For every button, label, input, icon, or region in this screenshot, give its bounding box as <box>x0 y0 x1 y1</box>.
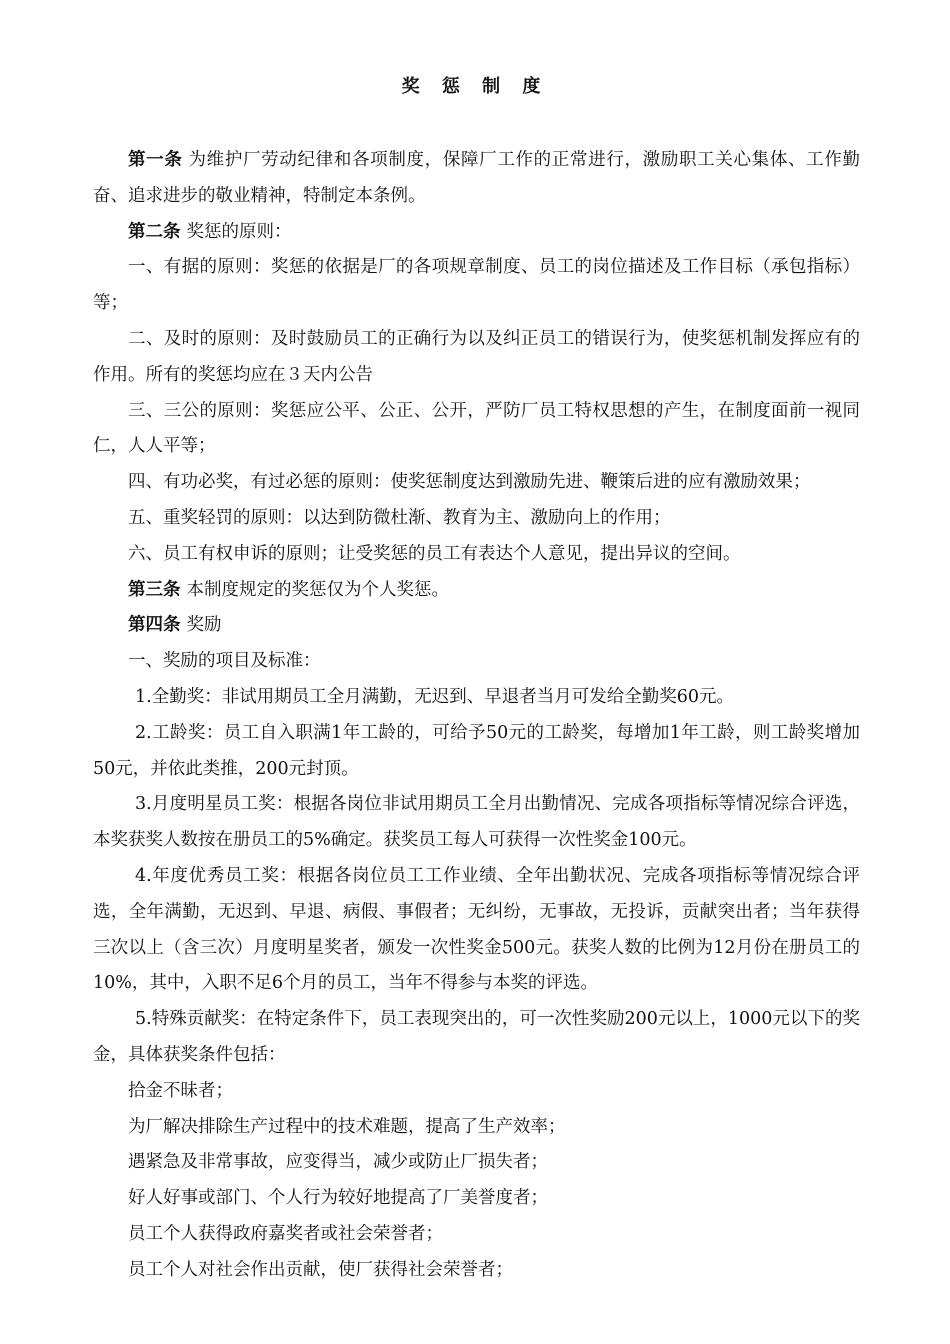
paragraph <box>93 608 860 644</box>
paragraph <box>93 465 860 501</box>
paragraph <box>93 394 860 466</box>
document-body <box>93 143 860 1289</box>
paragraph <box>93 322 860 394</box>
paragraph <box>93 143 860 215</box>
paragraph-text: 拾金不昧者； <box>128 1080 233 1101</box>
paragraph-text: 四、有功必奖，有过必惩的原则：使奖惩制度达到激励先进、鞭策后进的应有激励效果； <box>128 472 811 493</box>
paragraph <box>93 1074 860 1110</box>
paragraph-text: 遇紧急及非常事故，应变得当，减少或防止厂损失者； <box>128 1152 548 1173</box>
paragraph <box>93 215 860 251</box>
paragraph-text: 3.月度明星员工奖：根据各岗位非试用期员工全月出勤情况、完成各项指标等情况综合评选，本奖获奖人数按在册员工的5%确定。获奖员工每人可获得一次性奖金100元。 <box>93 794 860 851</box>
paragraph <box>93 1110 860 1146</box>
paragraph-text: 本制度规定的奖惩仅为个人奖惩。 <box>186 579 449 600</box>
paragraph <box>93 1253 860 1289</box>
paragraph-text: 一、奖励的项目及标准： <box>128 651 321 672</box>
paragraph <box>93 1217 860 1253</box>
document-title: 奖 惩 制 度 <box>401 76 549 97</box>
paragraph-text: 为维护厂劳动纪律和各项制度，保障厂工作的正常进行，激励职工关心集体、工作勤奋、追求进步的敬业精神，特制定本条例。 <box>93 150 860 206</box>
paragraph-text: 奖惩的原则： <box>186 221 292 242</box>
paragraph-text: 员工个人获得政府嘉奖者或社会荣誉者； <box>128 1223 443 1244</box>
paragraph <box>93 250 860 322</box>
article-heading: 第三条 <box>128 579 181 600</box>
paragraph-text: 奖励 <box>186 615 222 636</box>
paragraph-text: 六、员工有权申诉的原则；让受奖惩的员工有表达个人意见，提出异议的空间。 <box>128 543 741 564</box>
paragraph <box>93 787 860 859</box>
paragraph-text: 二、及时的原则：及时鼓励员工的正确行为以及纠正员工的错误行为，使奖惩机制发挥应有的作用。所有的奖惩均应在３天内公告 <box>93 328 860 385</box>
paragraph-text: 一、有据的原则：奖惩的依据是厂的各项规章制度、员工的岗位描述及工作目标（承包指标）等； <box>93 257 860 314</box>
paragraph-text: 5.特殊贡献奖：在特定条件下，员工表现突出的，可一次性奖励200元以上，1000元以下的奖金，具体获奖条件包括： <box>93 1009 860 1065</box>
paragraph-text: 三、三公的原则：奖惩应公平、公正、公开，严防厂员工特权思想的产生，在制度面前一视同仁，人人平等； <box>93 400 860 457</box>
paragraph-text: 员工个人对社会作出贡献，使厂获得社会荣誉者； <box>128 1259 513 1280</box>
paragraph-text: 为厂解决排除生产过程中的技术难题，提高了生产效率； <box>128 1116 566 1137</box>
paragraph <box>93 1145 860 1181</box>
paragraph-text: 4.年度优秀员工奖：根据各岗位员工工作业绩、全年出勤状况、完成各项指标等情况综合评选，全年满勤，无迟到、早退、病假、事假者；无纠纷，无事故，无投诉，贡献突出者；当年获得三次以上（含三次）月度明星奖者，颁发一次性奖金500元。获奖人数的比例为12月份在册员工的10%，其中，入职不足6个月的员工，当年不得参与本奖的评选。 <box>93 865 860 994</box>
paragraph-text: 好人好事或部门、个人行为较好地提高了厂美誉度者； <box>128 1188 548 1209</box>
paragraph-text: 五、重奖轻罚的原则：以达到防微杜渐、教育为主、激励向上的作用； <box>128 507 671 528</box>
paragraph <box>93 644 860 680</box>
paragraph <box>93 680 860 716</box>
paragraph-text: 2.工龄奖：员工自入职满1年工龄的，可给予50元的工龄奖，每增加1年工龄，则工龄奖增加50元，并依此类推，200元封顶。 <box>93 722 860 779</box>
paragraph <box>93 1002 860 1074</box>
paragraph <box>93 537 860 573</box>
paragraph <box>93 1181 860 1217</box>
article-heading: 第二条 <box>128 221 181 242</box>
paragraph-text: 1.全勤奖：非试用期员工全月满勤，无迟到、早退者当月可发给全勤奖60元。 <box>135 686 734 707</box>
paragraph <box>93 573 860 609</box>
paragraph <box>93 501 860 537</box>
paragraph <box>93 859 860 1002</box>
article-heading: 第四条 <box>128 615 181 636</box>
paragraph <box>93 716 860 788</box>
article-heading: 第一条 <box>128 150 183 170</box>
